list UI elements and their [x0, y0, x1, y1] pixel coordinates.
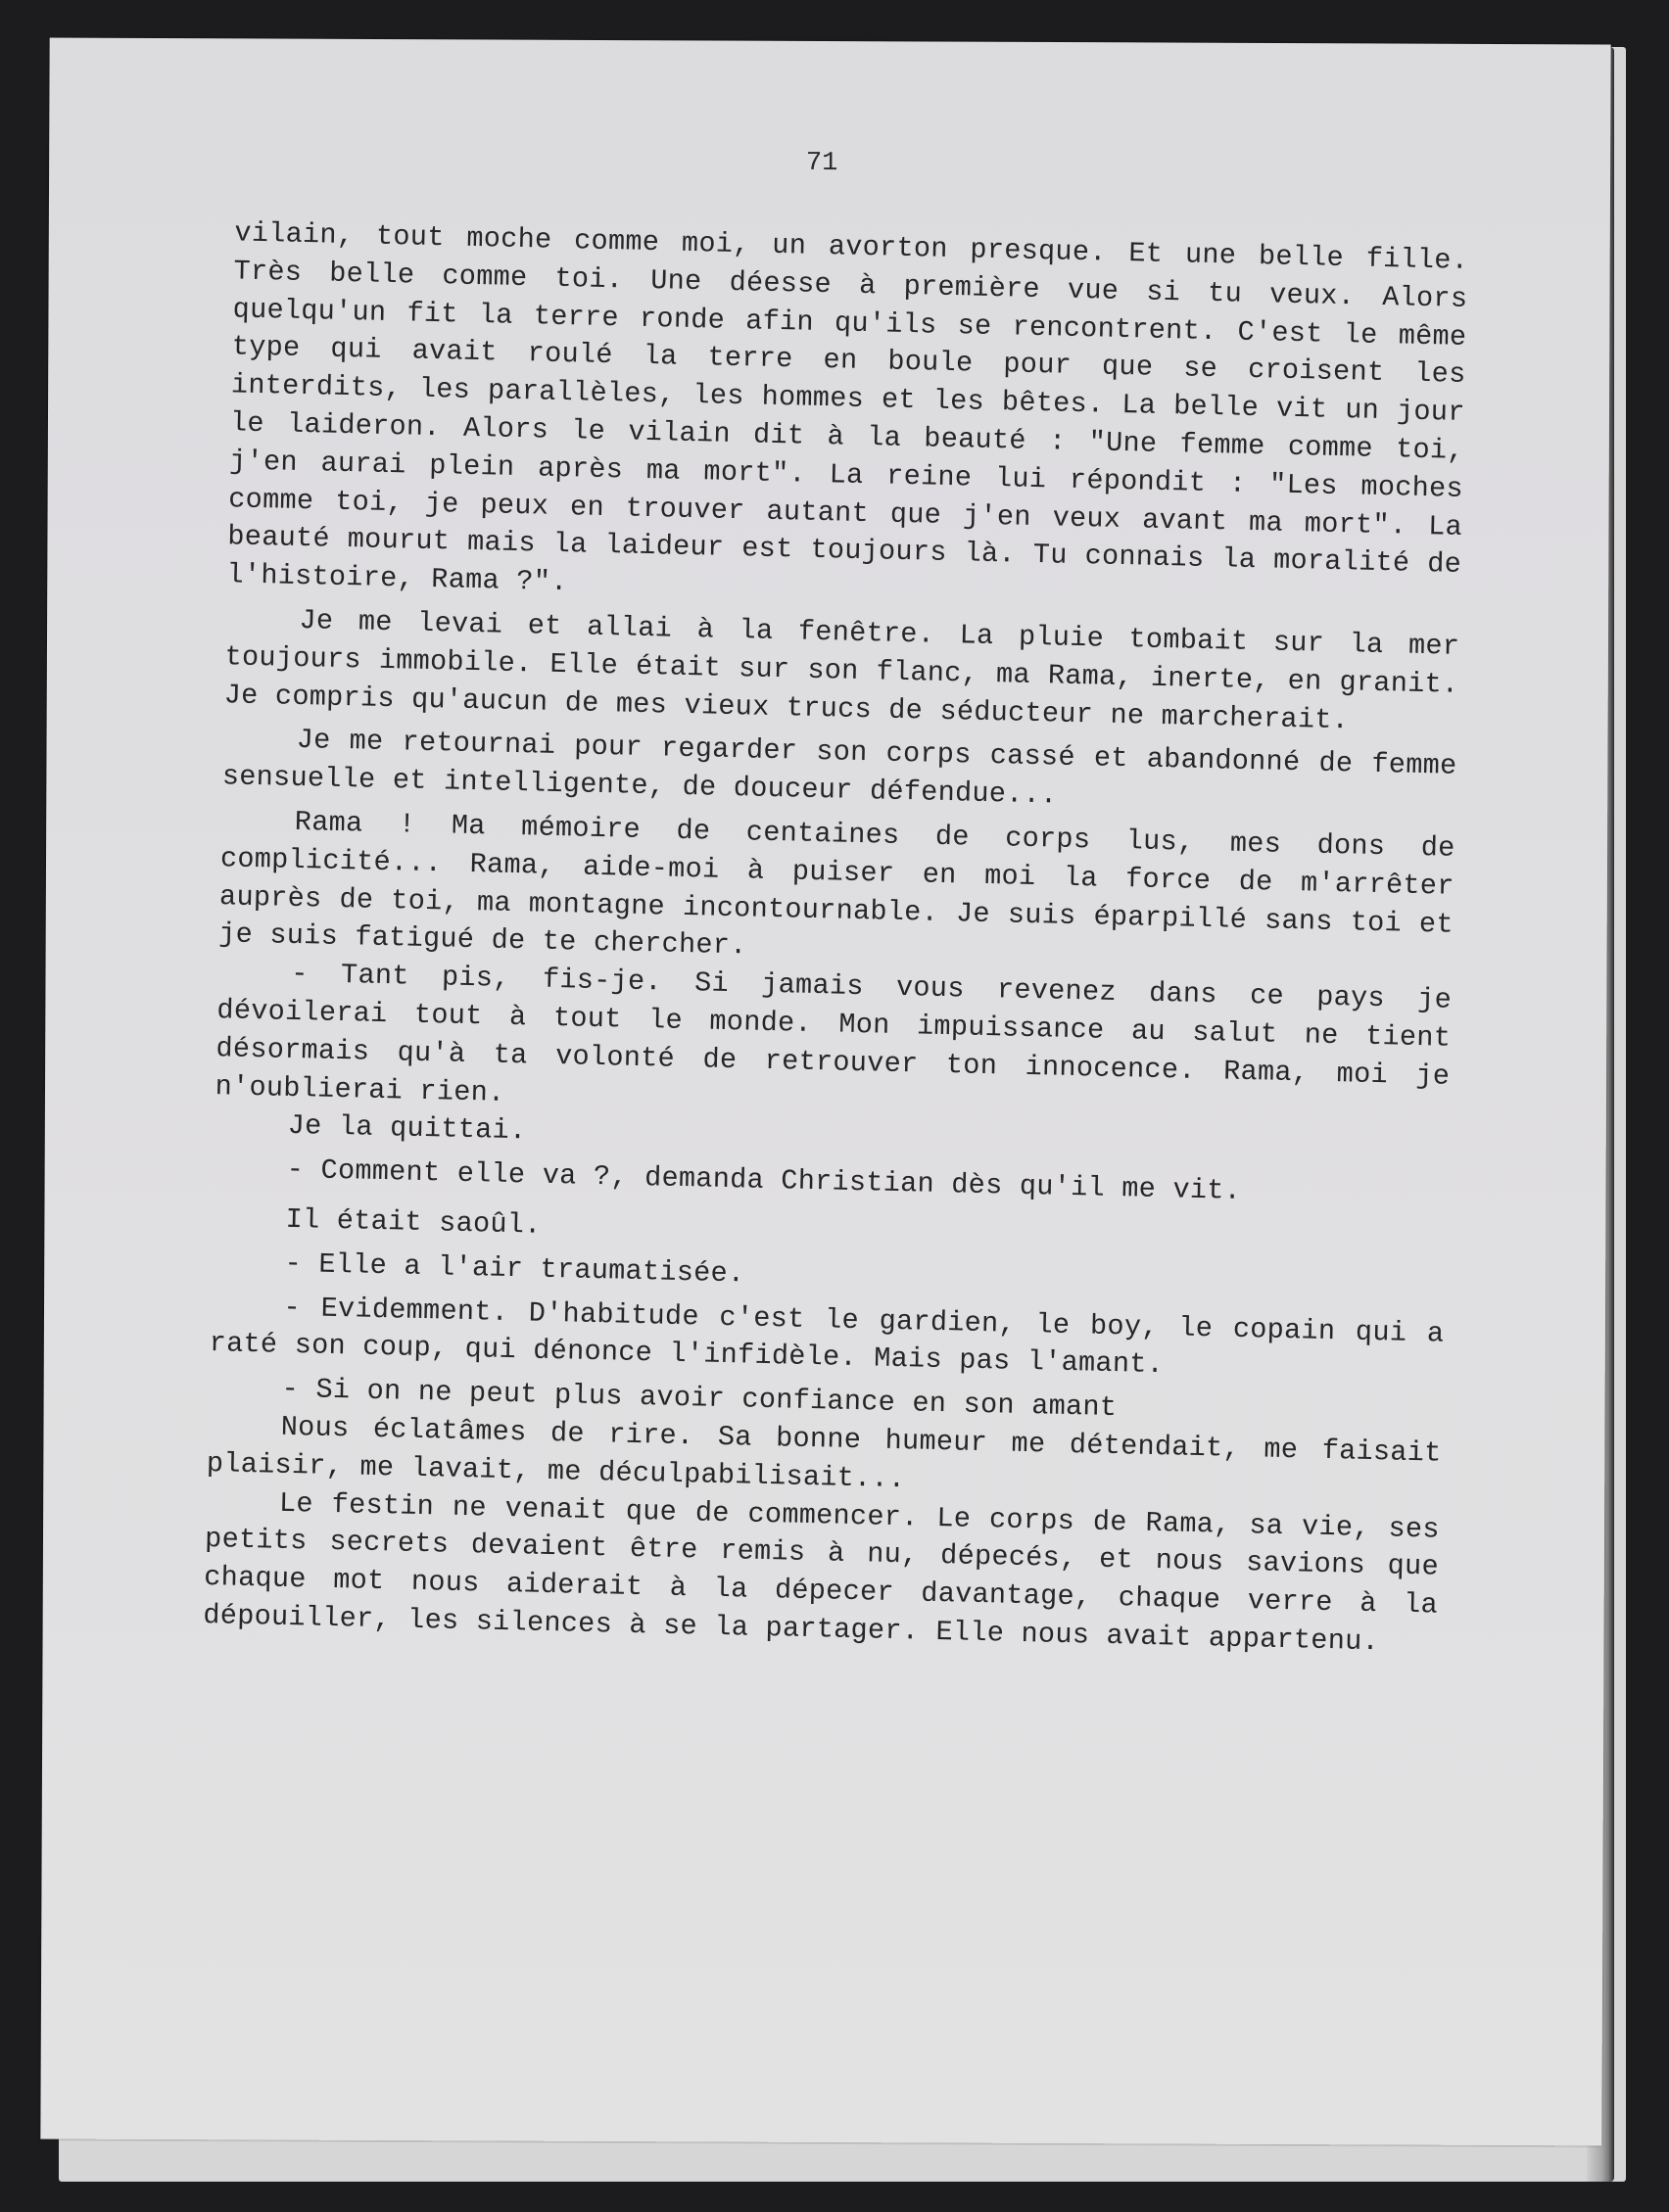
manuscript-page: [40, 38, 1610, 2146]
page-number: 71: [805, 148, 838, 179]
paragraph: Il était saoûl.: [285, 1202, 542, 1242]
dialogue-line: - Comment elle va ?, demanda Christian dès qu'il me vit.: [286, 1153, 1242, 1208]
dialogue-line: - Tant pis, fis-je. Si jamais vous revenez dans ce pays je dévoilerai tout à tout le monde. Mon impuissance au salut ne tient désormais qu'à ta volonté de retrouver ton innocence. Rama, moi je n'oublierai rien.: [215, 958, 1453, 1109]
paragraph: Je me retournai pour regarder son corps cassé et abandonné de femme sensuelle et intelligente, de douceur défendue...: [221, 724, 1457, 812]
paragraph: Je me levai et allai à la fenêtre. La pluie tombait sur la mer toujours immobile. Elle était sur son flanc, ma Rama, inerte, en granit. Je compris qu'aucun de mes vieux trucs de séducteur ne marcherait.: [223, 603, 1460, 736]
paragraph: Le festin ne venait que de commencer. Le corps de Rama, sa vie, ses petits secrets devaient être remis à nu, dépecés, et nous savions que chaque mot nous aiderait à la dépecer davantage, chaque verre à la dépouiller, les silences à se la partager. Elle nous avait appartenu.: [203, 1486, 1441, 1659]
dialogue-line: - Si on ne peut plus avoir confiance en son amant: [281, 1372, 1118, 1425]
paragraph-continuation: vilain, tout moche comme moi, un avorton presque. Et une belle fille. Très belle comme toi. Une déesse à première vue si tu veux. Alors quelqu'un fit la terre ronde afin qu'ils se rencontrent. C'est le même type qui avait roulé la terre en boule pour que se croisent les interdits, les parallèles, les hommes et les bêtes. La belle vit un jour le laideron. Alors le vilain dit à la beauté : "Une femme comme toi, j'en aurai plein après ma mort". La reine lui répondit : "Les moches comme toi, je peux en trouver autant que j'en veux avant ma mort". La beauté mourut mais la laideur est toujours là. Tu connais la moralité de l'histoire, Rama ?".: [226, 216, 1469, 599]
page-body: [203, 214, 1469, 1663]
paragraph: Nous éclatâmes de rire. Sa bonne humeur me détendait, me faisait plaisir, me lavait, me déculpabilisait...: [206, 1410, 1442, 1495]
paragraph: Rama ! Ma mémoire de centaines de corps lus, mes dons de complicité... Rama, aide-moi à puiser en moi la force de m'arrêter auprès de toi, ma montagne incontournable. Je suis éparpillé sans toi et je suis fatigué de te chercher.: [217, 805, 1455, 963]
dialogue-line: - Evidemment. D'habitude c'est le gardien, le boy, le copain qui a raté son coup, qui dénonce l'infidèle. Mais pas l'amant.: [209, 1291, 1445, 1382]
paragraph: Je la quittai.: [287, 1109, 527, 1148]
dialogue-line: - Elle a l'air traumatisée.: [284, 1247, 745, 1291]
